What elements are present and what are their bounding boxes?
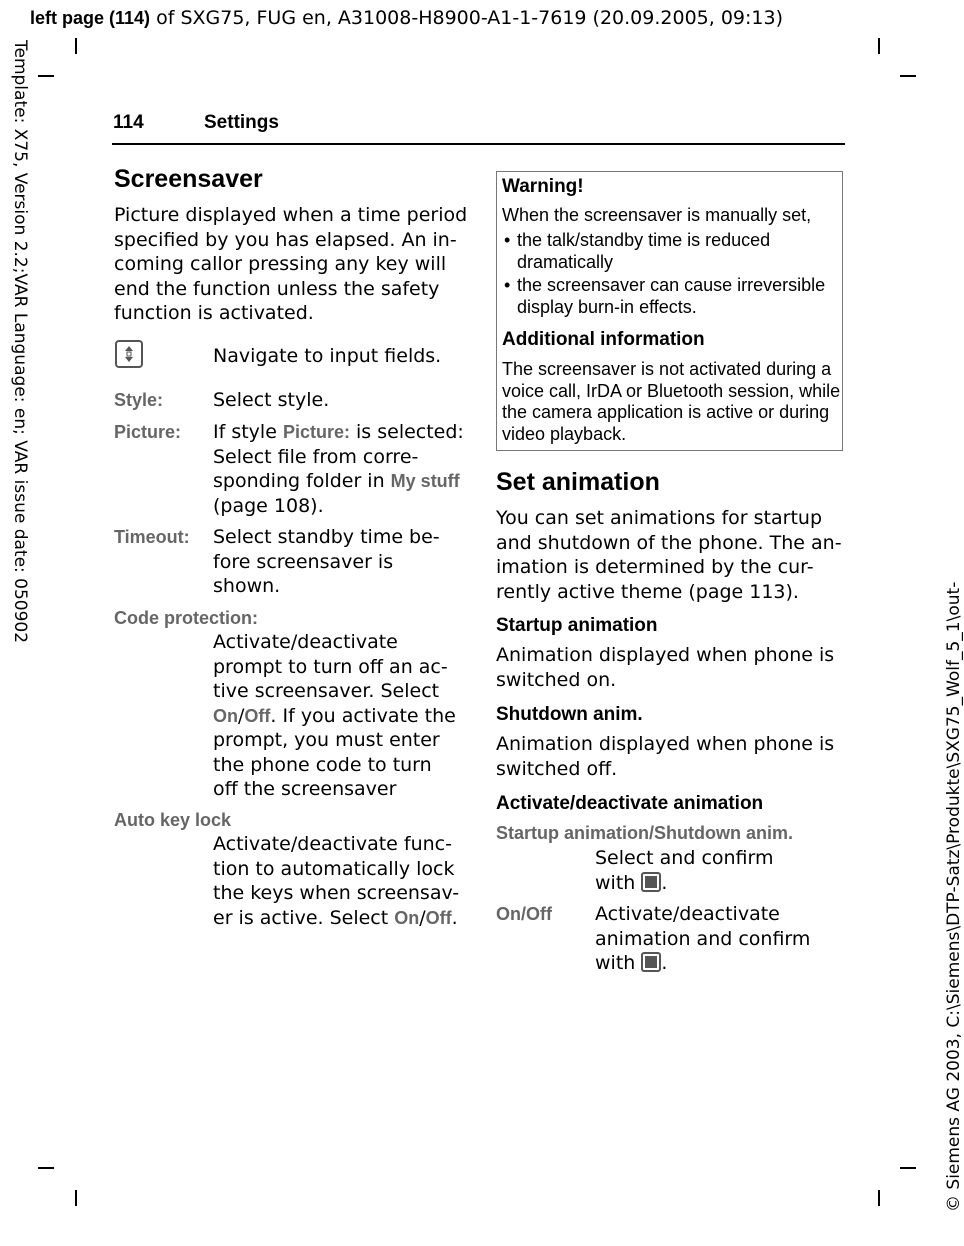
center-key-icon xyxy=(641,872,661,892)
crop-mark xyxy=(900,1167,916,1169)
nav-description: Navigate to input fields. xyxy=(213,345,442,367)
crop-mark xyxy=(38,1167,54,1169)
intro-line: Picture displayed when a time period xyxy=(114,204,468,226)
bullet-line: the screensaver can cause irreversible xyxy=(517,275,826,295)
warning-bullet-1 xyxy=(517,230,770,273)
code-protection-label: Code protection: xyxy=(114,608,258,628)
text: er is active. Select xyxy=(213,906,395,929)
text: / xyxy=(238,704,245,727)
screensaver-intro xyxy=(114,203,467,326)
text: / xyxy=(419,906,426,929)
menu-term: Off xyxy=(526,904,553,924)
style-description: Select style. xyxy=(213,389,330,411)
text-line xyxy=(595,871,774,896)
bullet-line: the talk/standby time is reduced xyxy=(517,230,771,250)
menu-term: Shutdown anim. xyxy=(654,823,794,843)
text-line: Select and confirm xyxy=(595,847,774,869)
text-line: Animation displayed when phone is xyxy=(496,644,835,666)
menu-term: Off xyxy=(425,907,452,928)
text: / xyxy=(521,904,527,924)
section-title: Settings xyxy=(204,112,279,133)
crop-mark xyxy=(900,75,916,77)
intro-line: specified by you has elapsed. An in- xyxy=(114,228,457,251)
intro-line: rently active theme (page 113). xyxy=(496,580,799,603)
additional-info-title: Additional information xyxy=(502,329,705,350)
text: with xyxy=(595,952,642,974)
akl-line: tion to automatically lock xyxy=(213,857,455,880)
crop-mark xyxy=(38,75,54,77)
text: . xyxy=(661,871,668,894)
code-line: Activate/deactivate xyxy=(213,631,398,653)
bullet: • xyxy=(504,230,511,250)
menu-term: Startup animation xyxy=(496,823,650,843)
auto-key-lock-description xyxy=(213,832,459,930)
akl-line: the keys when screensav- xyxy=(213,882,460,904)
intro-line: end the function unless the safety xyxy=(114,277,440,300)
bullet-line: display burn-in effects. xyxy=(517,296,697,317)
select-confirm-text xyxy=(595,846,774,895)
set-animation-intro xyxy=(496,506,842,604)
intro-line: function is activated. xyxy=(114,302,314,324)
crop-mark xyxy=(75,38,77,54)
info-line: The screensaver is not activated during a xyxy=(502,359,832,379)
menu-term: On xyxy=(213,705,238,726)
text: If style xyxy=(213,421,283,443)
navigation-arrows-icon xyxy=(117,342,141,366)
picture-line: Select file from corre- xyxy=(213,445,419,468)
info-line: the camera application is active or during xyxy=(502,402,830,422)
code-line: prompt to turn off an ac- xyxy=(213,655,448,678)
picture-line: (page 108). xyxy=(213,494,324,517)
info-line: video playback. xyxy=(502,423,627,444)
bullet-line: dramatically xyxy=(517,251,614,272)
menu-path xyxy=(496,823,793,844)
warning-lead: When the screensaver is manually set, xyxy=(502,205,812,225)
startup-animation-text xyxy=(496,643,834,692)
text-line: Activate/deactivate xyxy=(595,903,780,925)
crop-mark xyxy=(75,1190,77,1206)
text: . xyxy=(451,906,458,929)
text: is selected: xyxy=(349,421,464,443)
timeout-line: shown. xyxy=(213,575,281,597)
header-doc-info: of SXG75, FUG en, A31008-H8900-A1-1-7619 (20.09.2005, 09:13) xyxy=(150,7,784,29)
auto-key-lock-label: Auto key lock xyxy=(114,810,232,830)
crop-mark xyxy=(878,1190,880,1206)
copyright-path-vertical: © Siemens AG 2003, C:\Siemens\DTP-Satz\Produkte\SXG75_Wolf_5_1\out- xyxy=(944,581,964,1212)
shutdown-anim-heading: Shutdown anim. xyxy=(496,704,643,725)
info-line: voice call, IrDA or Bluetooth session, while xyxy=(502,380,841,401)
code-line: prompt, you must enter xyxy=(213,729,440,751)
timeout-description xyxy=(213,525,440,599)
text-line: switched on. xyxy=(496,668,617,691)
picture-label: Picture: xyxy=(114,422,182,442)
text: with xyxy=(595,871,642,894)
picture-description xyxy=(213,420,464,518)
bullet: • xyxy=(504,275,511,295)
text-line: Animation displayed when phone is xyxy=(496,733,835,755)
navigation-key-icon xyxy=(115,340,143,368)
code-line xyxy=(213,704,456,729)
additional-info-text xyxy=(502,359,840,445)
timeout-line: fore screensaver is xyxy=(213,550,394,573)
code-line: off the screensaver xyxy=(213,778,397,800)
menu-term: On xyxy=(496,904,521,924)
text-line xyxy=(595,951,810,976)
header-page-ref: left page (114) xyxy=(30,8,151,28)
page-number: 114 xyxy=(113,112,144,133)
warning-box xyxy=(496,171,843,451)
text-line: switched off. xyxy=(496,757,618,780)
center-key-icon xyxy=(641,952,661,972)
screensaver-heading: Screensaver xyxy=(114,165,263,193)
intro-line: imation is determined by the cur- xyxy=(496,556,814,578)
menu-term: Picture: xyxy=(282,422,350,442)
text-line: animation and confirm xyxy=(595,927,811,950)
picture-line xyxy=(213,420,464,445)
style-label: Style: xyxy=(114,390,164,410)
header-rule xyxy=(112,143,845,145)
text: . xyxy=(661,952,668,974)
on-off-label xyxy=(496,904,552,925)
set-animation-heading: Set animation xyxy=(496,468,660,496)
warning-title: Warning! xyxy=(502,176,584,197)
document-header xyxy=(30,7,783,29)
activate-animation-heading: Activate/deactivate animation xyxy=(496,793,764,814)
crop-mark xyxy=(878,38,880,54)
akl-line xyxy=(213,906,459,931)
timeout-label: Timeout: xyxy=(114,527,190,547)
warning-bullet-2 xyxy=(517,275,825,318)
code-line: tive screensaver. Select xyxy=(213,680,440,702)
on-off-description xyxy=(595,902,810,976)
text: / xyxy=(649,823,655,843)
intro-line: coming callor pressing any key will xyxy=(114,253,447,275)
picture-line xyxy=(213,469,464,494)
code-line: the phone code to turn xyxy=(213,753,432,776)
text: sponding folder in xyxy=(213,470,391,492)
code-protection-description xyxy=(213,630,456,802)
timeout-line: Select standby time be- xyxy=(213,526,440,548)
intro-line: You can set animations for startup xyxy=(496,507,823,529)
menu-term: On xyxy=(394,907,420,928)
startup-animation-heading: Startup animation xyxy=(496,615,658,636)
template-info-vertical: Template: X75, Version 2.2;VAR Language: en; VAR issue date: 050902 xyxy=(10,40,30,644)
text: . If you activate the xyxy=(270,704,456,727)
akl-line: Activate/deactivate func- xyxy=(213,833,452,855)
intro-line: and shutdown of the phone. The an- xyxy=(496,531,842,554)
shutdown-anim-text xyxy=(496,732,834,781)
menu-term: My stuff xyxy=(390,471,460,491)
menu-term: Off xyxy=(244,705,271,726)
